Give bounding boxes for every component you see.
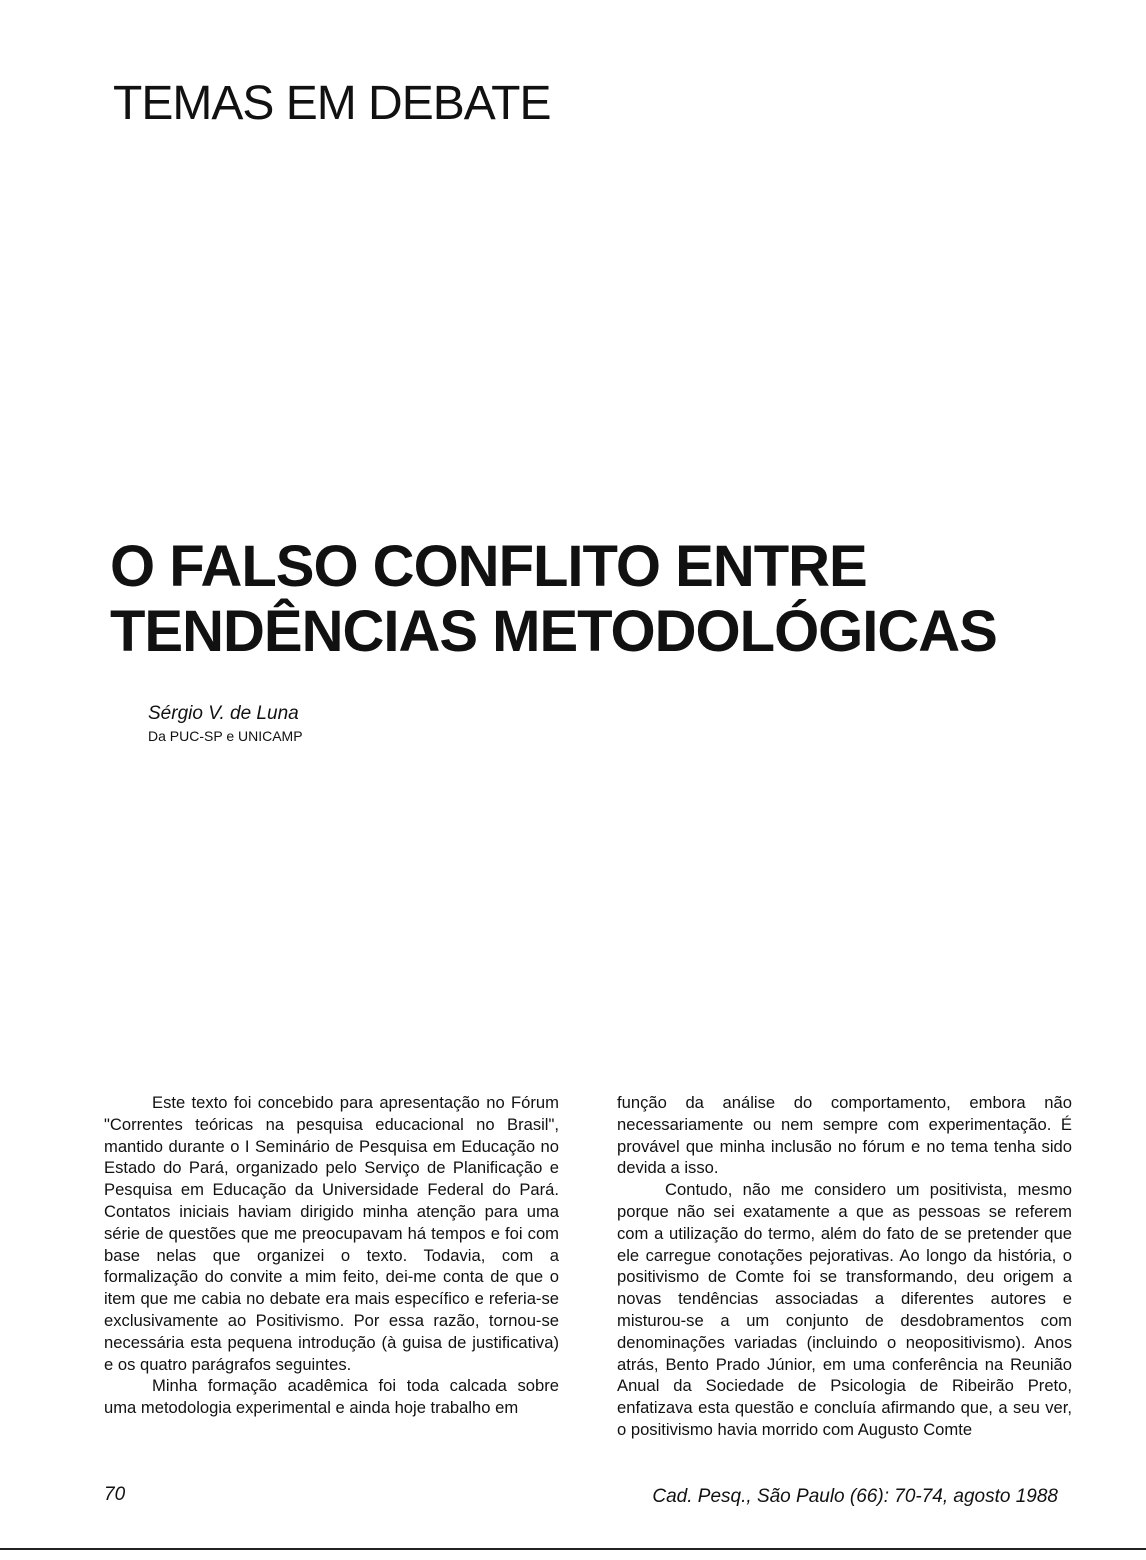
journal-citation: Cad. Pesq., São Paulo (66): 70-74, agosto 1988	[652, 1486, 1058, 1507]
paragraph: Este texto foi concebido para apresentação no Fórum "Correntes teóricas na pesquisa educacional no Brasil", mantido durante o I Seminário de Pesquisa em Educação no Estado do Pará, organizado pelo Serviço de Planificação e Pesquisa em Educação da Universidade Federal do Pará. Contatos iniciais haviam dirigido minha atenção para uma série de questões que me preocupavam há tempos e foi com base nelas que organizei o texto. Todavia, com a formalização do convite a mim feito, dei-me conta de que o item que me cabia no debate era mais específico e referia-se exclusivamente ao Positivismo. Por essa razão, tornou-se necessária esta pequena introdução (à guisa de justificativa) e os quatro parágrafos seguintes.	[104, 1093, 559, 1374]
author-affiliation: Da PUC-SP e UNICAMP	[148, 728, 303, 744]
page-number: 70	[104, 1484, 126, 1505]
right-column	[617, 1092, 1072, 1441]
article-title-line-2: TENDÊNCIAS METODOLÓGICAS	[110, 598, 997, 664]
author-name: Sérgio V. de Luna	[148, 703, 299, 724]
paragraph: Contudo, não me considero um positivista, mesmo porque não sei exatamente a que as pessoas se referem com a utilização do termo, além do fato de se pretender que ele carregue conotações pejorativas. Ao longo da história, o positivismo de Comte foi se transformando, deu origem a novas tendências associadas a diferentes autores e misturou-se a um conjunto de desdobramentos com denominações variadas (incluindo o neopositivismo). Anos atrás, Bento Prado Júnior, em uma conferência na Reunião Anual da Sociedade de Psicologia de Ribeirão Preto, enfatizava esta questão e concluía afirmando que, a seu ver, o positivismo havia morrido com Augusto Comte	[617, 1180, 1072, 1439]
paragraph-continued: função da análise do comportamento, embora não necessariamente ou nem sempre com experimentação. É provável que minha inclusão no fórum e no tema tenha sido devida a isso.	[617, 1093, 1072, 1178]
article-title	[110, 535, 1050, 665]
section-label: TEMAS EM DEBATE	[113, 77, 551, 130]
left-column	[104, 1092, 559, 1419]
article-title-line-1: O FALSO CONFLITO ENTRE	[110, 534, 867, 599]
page-bottom-rule	[0, 1548, 1146, 1550]
paragraph: Minha formação acadêmica foi toda calcada sobre uma metodologia experimental e ainda hoje trabalho em	[104, 1376, 559, 1418]
